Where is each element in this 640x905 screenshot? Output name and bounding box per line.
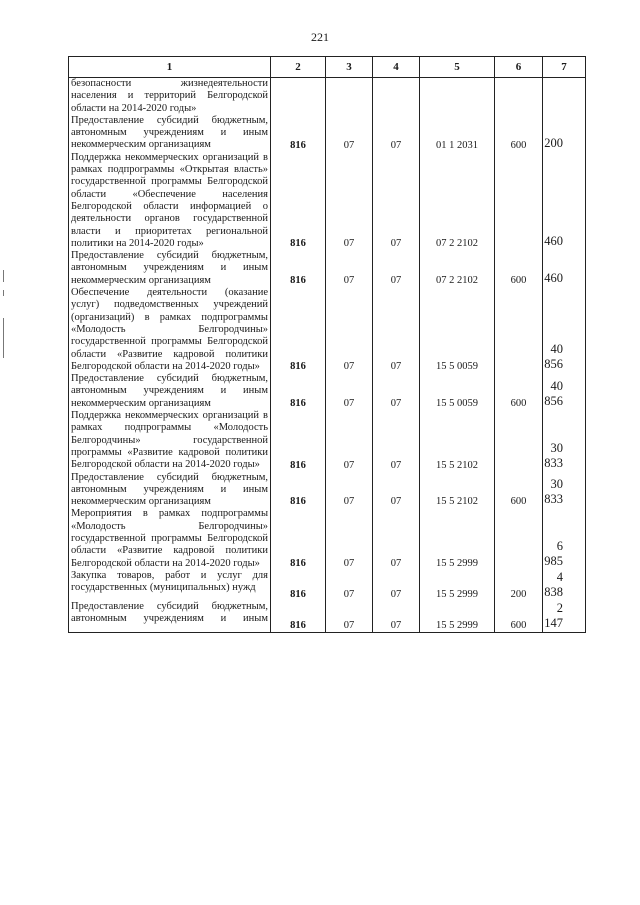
row-code: 816 (271, 410, 326, 471)
header-col-4: 4 (373, 57, 420, 78)
row-code: 816 (271, 115, 326, 152)
row-description: Обеспечение деятельности (оказание услуг) подведомственных учреждений (организаций) в рамках подпрограммы «Молодость Белгородчины» государственной программы Белгородской области «Развитие кадровой политики Белгородской области на 2014-2020 годы» (69, 287, 271, 373)
table-row (69, 115, 586, 152)
row-amount: 40 856 (543, 287, 586, 373)
row-expense-type: 600 (495, 115, 543, 152)
row-section: 07 (326, 250, 373, 287)
table-row (69, 152, 586, 250)
row-code: 816 (271, 472, 326, 509)
row-target-article: 07 2 2102 (420, 250, 495, 287)
row-expense-type: 600 (495, 373, 543, 410)
row-code: 816 (271, 152, 326, 250)
table-row (69, 601, 586, 633)
row-amount: 2 147 (543, 601, 586, 633)
row-amount: 4 838 (543, 570, 586, 601)
row-target-article: 15 5 0059 (420, 287, 495, 373)
table-row (69, 78, 586, 115)
header-col-3: 3 (326, 57, 373, 78)
page-number: 221 (311, 30, 329, 44)
row-target-article: 15 5 2999 (420, 508, 495, 569)
row-target-article: 15 5 2102 (420, 472, 495, 509)
row-target-article: 15 5 2999 (420, 601, 495, 633)
row-section: 07 (326, 472, 373, 509)
row-section: 07 (326, 508, 373, 569)
table-row (69, 570, 586, 601)
row-section: 07 (326, 287, 373, 373)
row-subsection: 07 (373, 250, 420, 287)
row-subsection: 07 (373, 601, 420, 633)
row-target-article: 15 5 2102 (420, 410, 495, 471)
row-amount: 460 (543, 152, 586, 250)
row-amount: 30 833 (543, 472, 586, 509)
row-expense-type (495, 410, 543, 471)
row-expense-type (495, 78, 543, 115)
margin-mark (3, 290, 4, 296)
row-code: 816 (271, 601, 326, 633)
row-section: 07 (326, 152, 373, 250)
budget-table (68, 56, 586, 633)
row-expense-type (495, 508, 543, 569)
row-expense-type: 600 (495, 601, 543, 633)
row-description: Закупка товаров, работ и услуг для государственных (муниципальных) нужд (69, 570, 271, 601)
table-row (69, 508, 586, 569)
row-subsection: 07 (373, 373, 420, 410)
row-section: 07 (326, 410, 373, 471)
row-expense-type: 600 (495, 250, 543, 287)
row-section: 07 (326, 601, 373, 633)
row-description: Поддержка некоммерческих организаций в рамках подпрограммы «Молодость Белгородчины» государственной программы «Развитие кадровой политики Белгородской области на 2014-2020 годы» (69, 410, 271, 471)
row-description: безопасности жизнедеятельности населения и территорий Белгородской области на 2014-2020 годы» (69, 78, 271, 115)
row-section: 07 (326, 570, 373, 601)
row-description: Предоставление субсидий бюджетным, автономным учреждениям и иным некоммерческим организациям (69, 250, 271, 287)
row-subsection: 07 (373, 508, 420, 569)
margin-mark (3, 270, 4, 282)
row-amount: 30 833 (543, 410, 586, 471)
row-expense-type (495, 152, 543, 250)
header-col-1: 1 (69, 57, 271, 78)
table-row (69, 472, 586, 509)
row-description: Поддержка некоммерческих организаций в рамках подпрограммы «Открытая власть» государственной программы Белгородской области «Обеспечение населения Белгородской области информацией о деятельности органов государственной власти и приоритетах региональной политики на 2014-2020 годы» (69, 152, 271, 250)
row-subsection: 07 (373, 570, 420, 601)
header-col-2: 2 (271, 57, 326, 78)
row-amount: 460 (543, 250, 586, 287)
header-col-7: 7 (543, 57, 586, 78)
row-section (326, 78, 373, 115)
row-amount (543, 78, 586, 115)
row-target-article (420, 78, 495, 115)
row-description: Предоставление субсидий бюджетным, автономным учреждениям и иным (69, 601, 271, 633)
row-subsection: 07 (373, 287, 420, 373)
header-col-6: 6 (495, 57, 543, 78)
row-description: Предоставление субсидий бюджетным, автономным учреждениям и иным некоммерческим организациям (69, 472, 271, 509)
row-code: 816 (271, 570, 326, 601)
row-subsection: 07 (373, 152, 420, 250)
row-target-article: 07 2 2102 (420, 152, 495, 250)
row-description: Предоставление субсидий бюджетным, автономным учреждениям и иным некоммерческим организациям (69, 115, 271, 152)
row-amount: 40 856 (543, 373, 586, 410)
row-subsection (373, 78, 420, 115)
row-subsection: 07 (373, 472, 420, 509)
table-row (69, 250, 586, 287)
row-expense-type (495, 287, 543, 373)
table-header-row (69, 57, 586, 78)
row-code: 816 (271, 287, 326, 373)
row-subsection: 07 (373, 410, 420, 471)
row-code: 816 (271, 373, 326, 410)
row-code: 816 (271, 508, 326, 569)
header-col-5: 5 (420, 57, 495, 78)
row-section: 07 (326, 373, 373, 410)
margin-mark (3, 318, 4, 358)
row-target-article: 15 5 2999 (420, 570, 495, 601)
row-expense-type: 600 (495, 472, 543, 509)
row-description: Предоставление субсидий бюджетным, автономным учреждениям и иным некоммерческим организациям (69, 373, 271, 410)
row-subsection: 07 (373, 115, 420, 152)
table-row (69, 287, 586, 373)
row-target-article: 01 1 2031 (420, 115, 495, 152)
row-expense-type: 200 (495, 570, 543, 601)
row-target-article: 15 5 0059 (420, 373, 495, 410)
row-amount: 6 985 (543, 508, 586, 569)
row-amount: 200 (543, 115, 586, 152)
row-section: 07 (326, 115, 373, 152)
row-code (271, 78, 326, 115)
table-row (69, 373, 586, 410)
table-row (69, 410, 586, 471)
row-code: 816 (271, 250, 326, 287)
row-description: Мероприятия в рамках подпрограммы «Молодость Белгородчины» государственной программы Белгородской области «Развитие кадровой политики Белгородской области на 2014-2020 годы» (69, 508, 271, 569)
